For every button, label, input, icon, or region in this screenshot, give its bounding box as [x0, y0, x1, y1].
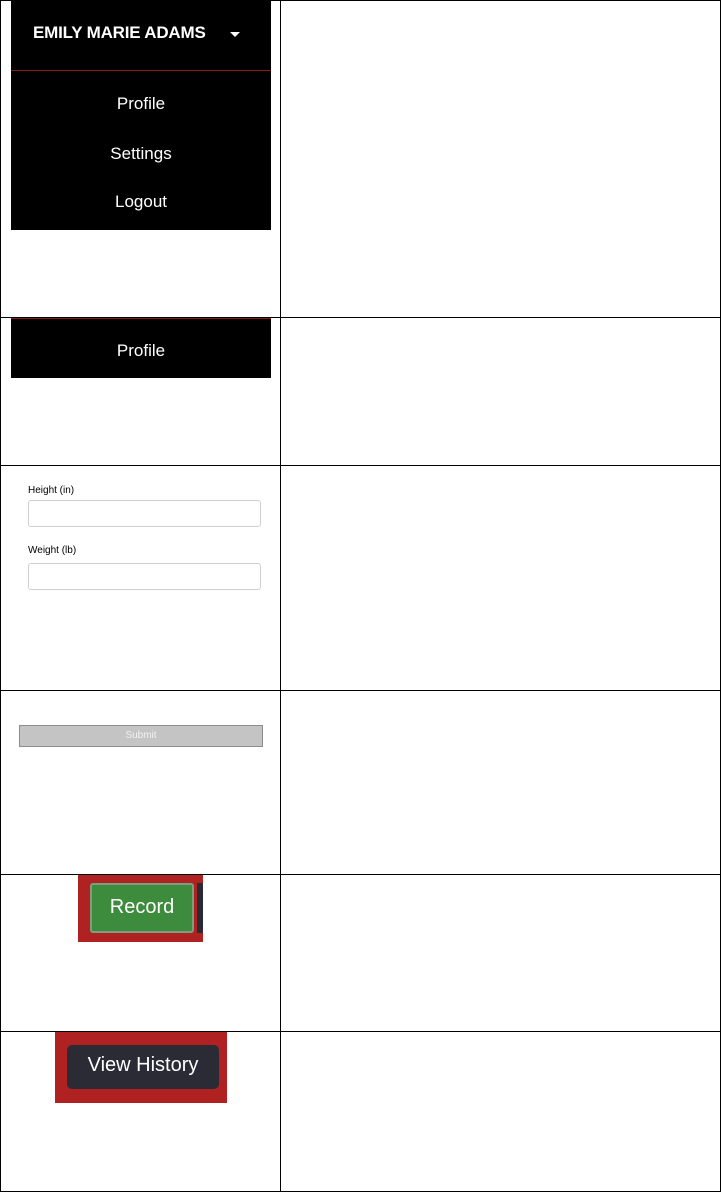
table-row [0, 0, 721, 317]
table-row [0, 1031, 721, 1192]
table-cell-description [281, 318, 720, 465]
table-cell-preview [1, 318, 281, 465]
menu-item-profile[interactable]: Profile [116, 94, 166, 113]
user-name: EMILY MARIE ADAMS [33, 23, 206, 42]
table-cell-preview [1, 691, 281, 874]
table-row [0, 874, 721, 1031]
profile-button[interactable] [11, 318, 271, 378]
view-history-highlight [55, 1032, 227, 1103]
table-row [0, 317, 721, 465]
table-cell-description [281, 466, 720, 690]
adjacent-button-edge [197, 883, 203, 933]
table-row [0, 690, 721, 874]
caret-down-icon [230, 32, 240, 37]
table-cell-preview [1, 1032, 281, 1191]
view-history-button-label: View History [87, 1054, 199, 1076]
profile-button-label: Profile [116, 341, 166, 360]
user-menu-toggle[interactable] [11, 1, 271, 71]
record-button-label: Record [109, 896, 175, 918]
record-highlight [78, 875, 203, 942]
table-cell-preview [1, 875, 281, 1031]
menu-item-settings[interactable]: Settings [110, 144, 172, 163]
menu-item-logout[interactable]: Logout [115, 192, 167, 211]
weight-input[interactable] [28, 563, 261, 590]
record-button[interactable] [90, 883, 194, 933]
weight-label: Weight (lb) [28, 545, 77, 556]
user-dropdown-menu [11, 1, 271, 230]
view-history-button[interactable] [67, 1045, 219, 1089]
submit-button[interactable] [19, 725, 263, 747]
table-row [0, 465, 721, 690]
table-cell-description [281, 1032, 720, 1191]
table-cell-preview [1, 466, 281, 690]
table-cell-description [281, 691, 720, 874]
submit-button-label: Submit [125, 730, 157, 741]
table-cell-preview [1, 1, 281, 317]
height-label: Height (in) [28, 485, 75, 496]
table-cell-description [281, 1, 720, 317]
table-cell-description [281, 875, 720, 1031]
height-input[interactable] [28, 500, 261, 527]
